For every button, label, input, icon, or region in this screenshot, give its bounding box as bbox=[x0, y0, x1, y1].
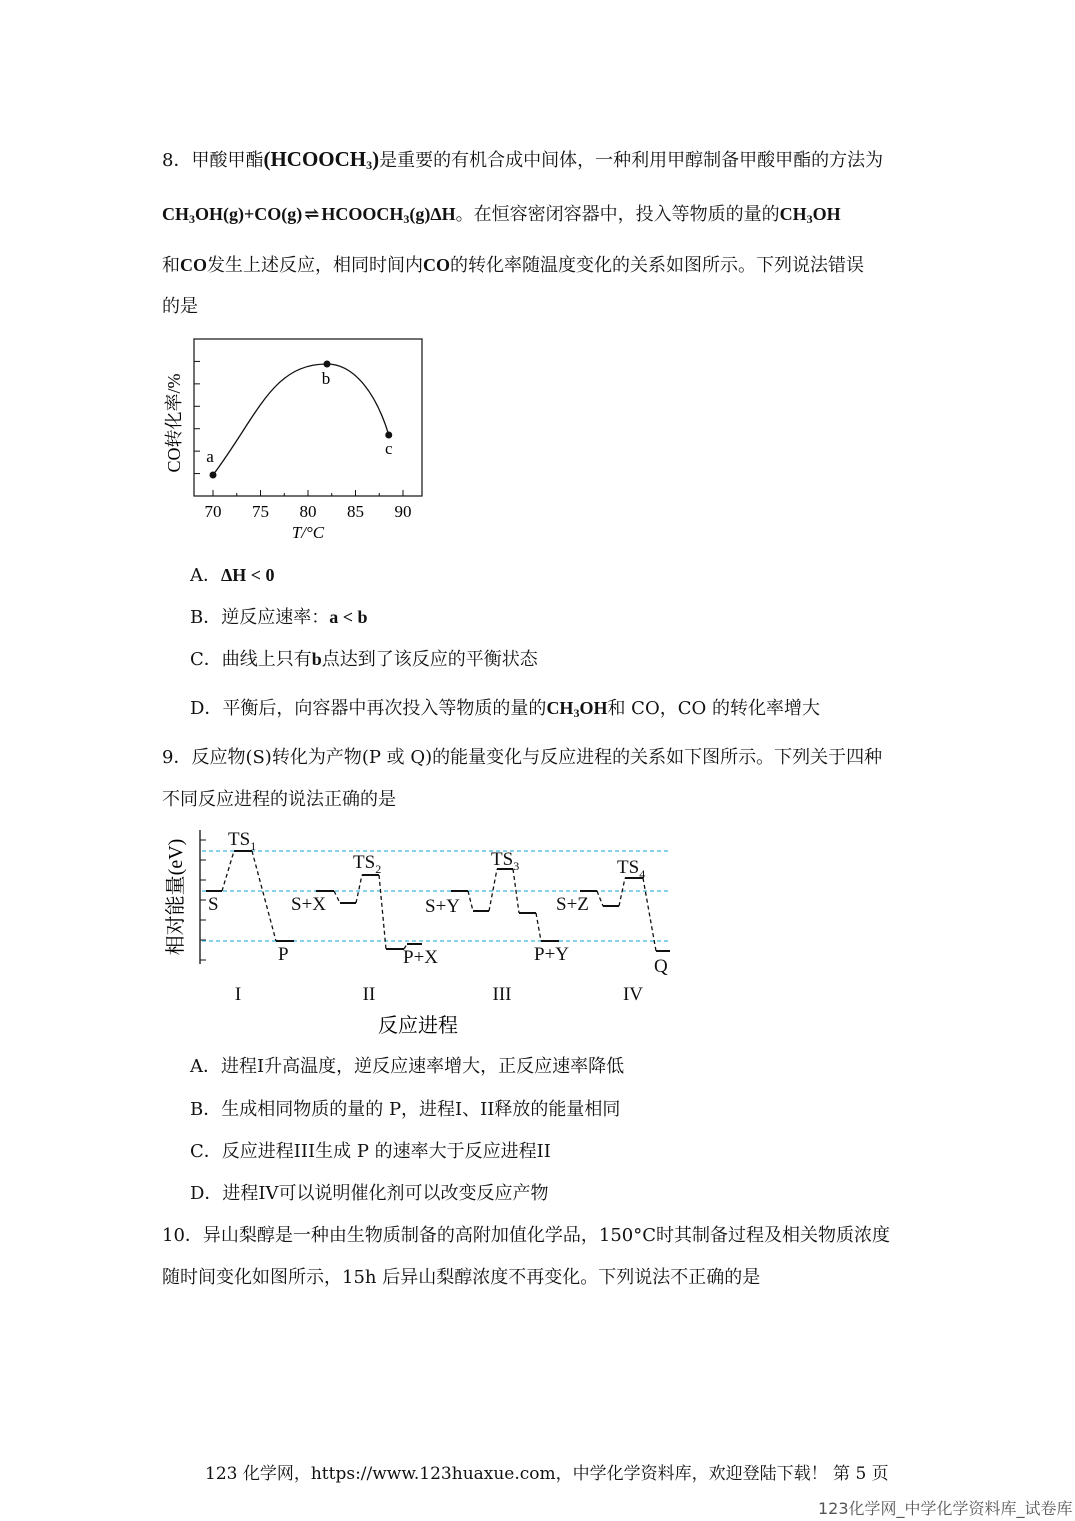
q8-option-b: B．逆反应速率：a < b bbox=[190, 607, 368, 628]
process-1 bbox=[206, 851, 294, 941]
point-b bbox=[324, 361, 331, 368]
roman-1: I bbox=[234, 984, 242, 1005]
formula-ch3oh: $CH_3OH$ bbox=[779, 204, 841, 226]
q8-option-a: A．ΔH < 0 bbox=[190, 565, 275, 586]
energy-y-label: 相对能量(eV) bbox=[165, 838, 187, 956]
label-s-x: S+X bbox=[291, 894, 327, 915]
label-ts3: $TS_3$ bbox=[491, 849, 520, 873]
label-ts4: $TS_4$ bbox=[617, 857, 646, 881]
label-p-y: P+Y bbox=[534, 944, 570, 965]
q9-option-d: D．进程IV可以说明催化剂可以改变反应产物 bbox=[190, 1183, 549, 1204]
chart-frame bbox=[194, 339, 422, 496]
x-tick-label: 85 bbox=[347, 502, 364, 521]
co-conversion-chart bbox=[160, 335, 440, 550]
q9-option-b: B．生成相同物质的量的 P，进程I、II释放的能量相同 bbox=[190, 1099, 621, 1120]
q8-line-2: $CH_3OH(g)+CO(g)$ ⇌ $HCOOCH_3(g)\Delta H$。在恒容密闭容器中，投入等物质的量的$CH_3OH$ bbox=[162, 204, 841, 226]
roman-4: IV bbox=[622, 984, 644, 1005]
q9-line-2: 不同反应进程的说法正确的是 bbox=[162, 789, 396, 810]
label-p-x: P+X bbox=[403, 947, 439, 968]
q9-option-a: A．进程I升高温度，逆反应速率增大，正反应速率降低 bbox=[190, 1056, 625, 1077]
conversion-curve bbox=[213, 364, 389, 475]
point-a bbox=[210, 472, 217, 479]
label-s-z: S+Z bbox=[556, 894, 589, 915]
energy-diagram bbox=[160, 822, 680, 1042]
point-c bbox=[385, 432, 392, 439]
point-label-b: b bbox=[321, 369, 331, 388]
q10-line-2: 随时间变化如图所示，15h 后异山梨醇浓度不再变化。下列说法不正确的是 bbox=[162, 1267, 761, 1288]
data-points bbox=[206, 361, 393, 479]
q9-line-1: 9．反应物(S)转化为产物(P 或 Q)的能量变化与反应进程的关系如下图所示。下列关于四种 bbox=[162, 747, 883, 768]
y-ticks bbox=[194, 361, 200, 473]
q9-option-c: C．反应进程III生成 P 的速率大于反应进程II bbox=[190, 1141, 551, 1162]
x-tick-label: 70 bbox=[204, 502, 222, 521]
q8-line-3: 和CO发生上述反应，相同时间内CO的转化率随温度变化的关系如图所示。下列说法错误 bbox=[162, 255, 864, 276]
label-s: S bbox=[208, 894, 219, 915]
q8-line-4: 的是 bbox=[162, 296, 198, 317]
formula-hcooch3: $(HCOOCH_3)$ bbox=[263, 147, 380, 172]
process-2 bbox=[316, 875, 422, 949]
q8-option-d: D．平衡后，向容器中再次投入等物质的量的$CH_3OH$和 CO，CO 的转化率增大 bbox=[190, 698, 820, 720]
q8-option-c: C．曲线上只有b点达到了该反应的平衡状态 bbox=[190, 649, 538, 670]
label-p: P bbox=[278, 944, 289, 965]
q8-number-text: 8．甲酸甲酯 bbox=[162, 150, 264, 171]
x-tick-label: 90 bbox=[394, 502, 412, 521]
x-axis-label: T/°C bbox=[291, 523, 325, 542]
label-ts2: $TS_2$ bbox=[353, 852, 382, 876]
roman-3: III bbox=[492, 984, 512, 1005]
point-label-c: c bbox=[384, 439, 393, 458]
process-4 bbox=[580, 878, 670, 951]
x-tick-label: 80 bbox=[299, 502, 317, 521]
roman-2: II bbox=[362, 984, 376, 1005]
label-q: Q bbox=[654, 956, 668, 977]
reaction-equation: $CH_3OH(g)+CO(g)$ ⇌ $HCOOCH_3(g)\Delta H$ bbox=[162, 204, 456, 226]
page-footer: 123 化学网，https://www.123huaxue.com，中学化学资料库，欢迎登陆下载！ 第 5 页 bbox=[205, 1464, 889, 1484]
process-3 bbox=[451, 869, 559, 941]
x-ticks bbox=[205, 490, 412, 521]
energy-x-label: 反应进程 bbox=[378, 1013, 458, 1037]
watermark: 123化学网_中学化学资料库_试卷库 bbox=[818, 1499, 1073, 1518]
q8-line-1: 8．甲酸甲酯$(HCOOCH_3)$是重要的有机合成中间体，一种利用甲醇制备甲酸甲酯的方法为 bbox=[162, 147, 884, 172]
label-s-y: S+Y bbox=[425, 896, 461, 917]
label-ts1: $TS_1$ bbox=[228, 829, 257, 853]
point-label-a: a bbox=[206, 447, 214, 466]
q10-line-1: 10．异山梨醇是一种由生物质制备的高附加值化学品，150°C时其制备过程及相关物质浓度 bbox=[162, 1225, 891, 1246]
x-tick-label: 75 bbox=[252, 502, 269, 521]
y-axis-ticks bbox=[200, 840, 206, 960]
y-axis-label: CO转化率/% bbox=[164, 373, 184, 473]
